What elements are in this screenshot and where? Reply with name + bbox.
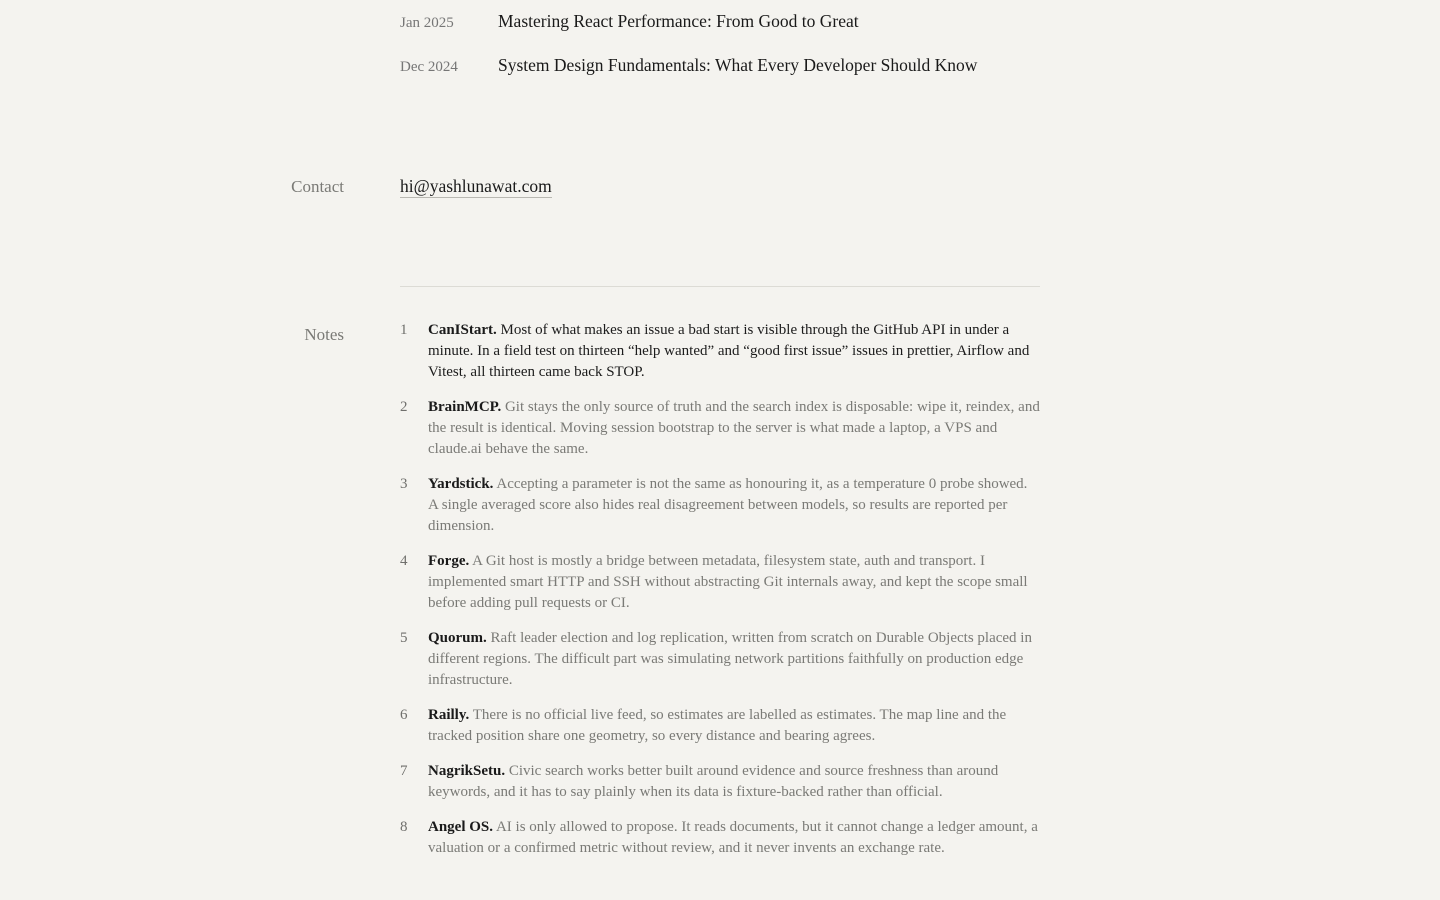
post-row (400, 55, 1040, 76)
list-item (400, 761, 1040, 803)
post-title-link[interactable]: Mastering React Performance: From Good to Great (498, 11, 859, 31)
note-title: Railly. (428, 707, 470, 723)
list-item (400, 397, 1040, 460)
note-body (428, 397, 1040, 460)
note-body (428, 761, 1040, 803)
note-number: 3 (400, 476, 408, 492)
post-row (400, 11, 1040, 32)
section-divider (400, 286, 1040, 287)
notes-list (400, 320, 1040, 873)
note-number: 1 (400, 322, 408, 338)
note-body (428, 551, 1040, 614)
list-item (400, 628, 1040, 691)
list-item (400, 551, 1040, 614)
note-number: 8 (400, 819, 408, 835)
note-title: Quorum. (428, 630, 487, 646)
note-number: 5 (400, 630, 408, 646)
note-title: NagrikSetu. (428, 763, 506, 779)
note-body (428, 474, 1040, 537)
list-item (400, 320, 1040, 383)
post-title-link[interactable]: System Design Fundamentals: What Every Developer Should Know (498, 55, 978, 75)
note-number: 4 (400, 553, 408, 569)
note-text: There is no official live feed, so estimates are labelled as estimates. The map line and the tracked position share one geometry, so every distance and bearing agrees. (428, 707, 1007, 744)
note-title: BrainMCP. (428, 399, 502, 415)
note-number: 6 (400, 707, 408, 723)
notes-label: Notes (304, 325, 344, 344)
note-body (428, 320, 1040, 383)
note-text: A Git host is mostly a bridge between metadata, filesystem state, auth and transport. I implemented smart HTTP and SSH without abstracting Git internals away, and kept the scope small before adding pull requests or CI. (428, 553, 1028, 611)
note-number: 7 (400, 763, 408, 779)
email-link[interactable]: hi@yashlunawat.com (400, 176, 552, 196)
note-title: Angel OS. (428, 819, 494, 835)
note-body (428, 705, 1040, 747)
note-text: Civic search works better built around evidence and source freshness than around keywords, and it has to say plainly when its data is fixture-backed rather than official. (428, 763, 999, 800)
note-title: CanIStart. (428, 322, 497, 338)
note-number: 2 (400, 399, 408, 415)
list-item (400, 705, 1040, 747)
contact-label: Contact (291, 177, 344, 196)
list-item (400, 817, 1040, 859)
note-title: Yardstick. (428, 476, 494, 492)
note-text: Most of what makes an issue a bad start is visible through the GitHub API in under a minute. In a field test on thirteen “help wanted” and “good first issue” issues in prettier, Airflow and Vitest, all thirteen came back STOP. (428, 322, 1030, 380)
note-text: AI is only allowed to propose. It reads documents, but it cannot change a ledger amount, a valuation or a confirmed metric without review, and it never invents an exchange rate. (428, 819, 1038, 856)
post-date: Jan 2025 (400, 15, 454, 31)
note-text: Raft leader election and log replication, written from scratch on Durable Objects placed in different regions. The difficult part was simulating network partitions faithfully on production edge infrastructure. (428, 630, 1032, 688)
note-text: Git stays the only source of truth and the search index is disposable: wipe it, reindex, and the result is identical. Moving session bootstrap to the server is what made a laptop, a VPS and claude.ai behave the same. (428, 399, 1040, 457)
post-date: Dec 2024 (400, 59, 458, 75)
note-body (428, 628, 1040, 691)
note-body (428, 817, 1040, 859)
note-text: Accepting a parameter is not the same as honouring it, as a temperature 0 probe showed. A single averaged score also hides real disagreement between models, so results are reported per dimension. (428, 476, 1028, 534)
list-item (400, 474, 1040, 537)
note-title: Forge. (428, 553, 470, 569)
